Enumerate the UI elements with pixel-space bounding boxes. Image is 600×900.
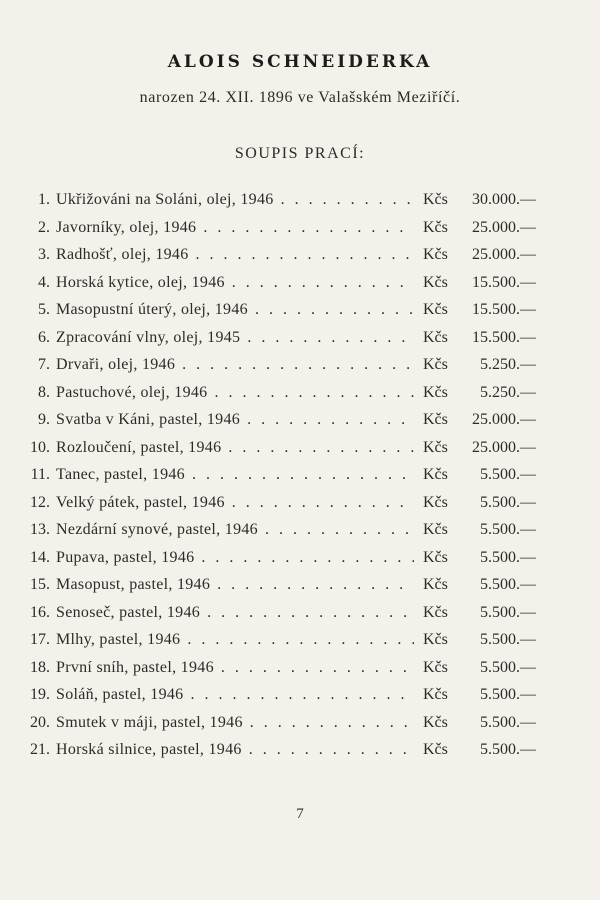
work-number: 11. xyxy=(30,466,50,483)
work-price: 5.500.— xyxy=(480,741,536,758)
work-currency: Kčs xyxy=(423,246,448,263)
work-number: 4. xyxy=(38,273,50,291)
work-title: Senoseč, pastel, 1946 . . . xyxy=(56,599,414,627)
work-title: Radhošť, olej, 1946 . . . xyxy=(56,241,414,269)
work-number: 5. xyxy=(38,301,50,318)
work-price: 25.000.— xyxy=(472,438,536,456)
work-currency: Kčs xyxy=(423,356,448,373)
list-item xyxy=(0,214,600,242)
work-title: Soláň, pastel, 1946 . . . xyxy=(56,681,414,709)
work-currency: Kčs xyxy=(423,576,448,593)
work-title: Svatba v Káni, pastel, 1946 . . . xyxy=(56,406,414,434)
work-number: 18. xyxy=(30,658,50,676)
list-item xyxy=(0,241,600,269)
work-currency: Kčs xyxy=(423,218,448,236)
list-item xyxy=(0,379,600,407)
work-title: Mlhy, pastel, 1946 . . . xyxy=(56,626,414,654)
work-price: 30.000.— xyxy=(472,191,536,208)
work-currency: Kčs xyxy=(423,273,448,291)
work-price: 5.500.— xyxy=(480,576,536,593)
work-title: Pupava, pastel, 1946 . . . xyxy=(56,544,414,572)
work-price: 5.500.— xyxy=(480,686,536,703)
list-item xyxy=(0,434,600,462)
work-title: Horská kytice, olej, 1946 . . . xyxy=(56,269,414,297)
work-number: 1. xyxy=(38,191,50,208)
work-number: 13. xyxy=(30,521,50,538)
list-item xyxy=(0,516,600,544)
work-number: 20. xyxy=(30,713,50,731)
work-currency: Kčs xyxy=(423,328,448,346)
work-number: 19. xyxy=(30,686,50,703)
work-number: 12. xyxy=(30,493,50,511)
list-item xyxy=(0,626,600,654)
work-currency: Kčs xyxy=(423,548,448,566)
work-price: 5.500.— xyxy=(480,631,536,648)
work-number: 7. xyxy=(38,356,50,373)
work-currency: Kčs xyxy=(423,493,448,511)
work-title: Ukřižováni na Soláni, olej, 1946 . . . xyxy=(56,186,414,214)
work-number: 6. xyxy=(38,328,50,346)
list-item xyxy=(0,654,600,682)
works-list xyxy=(0,186,600,764)
work-number: 3. xyxy=(38,246,50,263)
work-price: 15.500.— xyxy=(472,328,536,346)
work-number: 15. xyxy=(30,576,50,593)
work-price: 5.500.— xyxy=(480,493,536,511)
work-price: 5.250.— xyxy=(480,383,536,401)
work-title: Tanec, pastel, 1946 . . . xyxy=(56,461,414,489)
work-price: 5.500.— xyxy=(480,713,536,731)
list-item xyxy=(0,351,600,379)
work-currency: Kčs xyxy=(423,741,448,758)
list-item xyxy=(0,406,600,434)
list-item xyxy=(0,461,600,489)
work-price: 15.500.— xyxy=(472,301,536,318)
page-number: 7 xyxy=(296,806,304,822)
work-number: 2. xyxy=(38,218,50,236)
work-title: Nezdární synové, pastel, 1946 . . . xyxy=(56,516,414,544)
work-title: Masopust, pastel, 1946 . . . xyxy=(56,571,414,599)
work-price: 25.000.— xyxy=(472,411,536,428)
list-item xyxy=(0,296,600,324)
work-price: 5.500.— xyxy=(480,658,536,676)
work-currency: Kčs xyxy=(423,686,448,703)
work-price: 5.500.— xyxy=(480,548,536,566)
work-number: 14. xyxy=(30,548,50,566)
list-item xyxy=(0,599,600,627)
work-price: 25.000.— xyxy=(472,218,536,236)
work-currency: Kčs xyxy=(423,631,448,648)
work-title: Horská silnice, pastel, 1946 . . . xyxy=(56,736,414,764)
work-price: 5.500.— xyxy=(480,603,536,621)
work-title: Rozloučení, pastel, 1946 . . . xyxy=(56,434,414,462)
work-number: 10. xyxy=(30,438,50,456)
work-price: 25.000.— xyxy=(472,246,536,263)
work-title: První sníh, pastel, 1946 . . . xyxy=(56,654,414,682)
list-of-works-heading: SOUPIS PRACÍ: xyxy=(234,145,366,162)
work-title: Masopustní úterý, olej, 1946 . . . xyxy=(56,296,414,324)
list-item xyxy=(0,681,600,709)
author-name: ALOIS SCHNEIDERKA xyxy=(167,52,433,72)
work-price: 15.500.— xyxy=(472,273,536,291)
work-currency: Kčs xyxy=(423,438,448,456)
work-title: Drvaři, olej, 1946 . . . xyxy=(56,351,414,379)
work-currency: Kčs xyxy=(423,521,448,538)
work-number: 21. xyxy=(30,741,50,758)
work-number: 17. xyxy=(30,631,50,648)
birth-line: narozen 24. XII. 1896 ve Valašském Meziříčí. xyxy=(139,89,461,106)
work-currency: Kčs xyxy=(423,191,448,208)
work-currency: Kčs xyxy=(423,603,448,621)
list-item xyxy=(0,324,600,352)
work-title: Smutek v máji, pastel, 1946 . . . xyxy=(56,709,414,737)
work-currency: Kčs xyxy=(423,466,448,483)
work-title: Zpracování vlny, olej, 1945 . . . xyxy=(56,324,414,352)
work-number: 9. xyxy=(38,411,50,428)
list-item xyxy=(0,544,600,572)
work-currency: Kčs xyxy=(423,383,448,401)
work-price: 5.500.— xyxy=(480,466,536,483)
list-item xyxy=(0,736,600,764)
list-item xyxy=(0,571,600,599)
work-title: Velký pátek, pastel, 1946 . . . xyxy=(56,489,414,517)
work-currency: Kčs xyxy=(423,658,448,676)
work-currency: Kčs xyxy=(423,411,448,428)
list-item xyxy=(0,269,600,297)
work-currency: Kčs xyxy=(423,301,448,318)
work-title: Javorníky, olej, 1946 . . . xyxy=(56,214,414,242)
work-price: 5.500.— xyxy=(480,521,536,538)
work-number: 16. xyxy=(30,603,50,621)
work-number: 8. xyxy=(38,383,50,401)
list-item xyxy=(0,186,600,214)
work-currency: Kčs xyxy=(423,713,448,731)
work-title: Pastuchové, olej, 1946 . . . xyxy=(56,379,414,407)
list-item xyxy=(0,489,600,517)
work-price: 5.250.— xyxy=(480,356,536,373)
list-item xyxy=(0,709,600,737)
